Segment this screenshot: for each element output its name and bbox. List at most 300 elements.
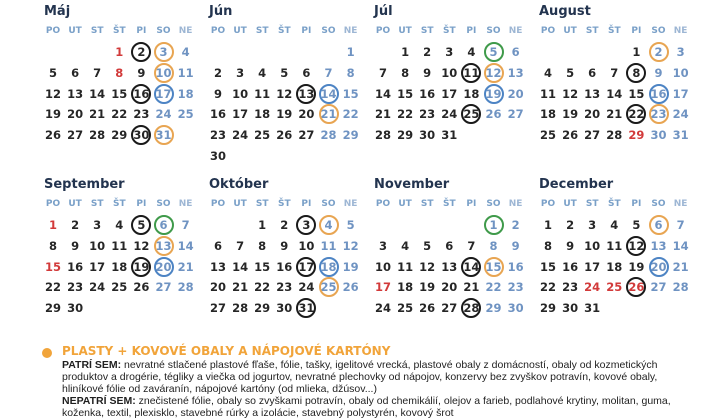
calendar-day: 2 <box>423 45 432 59</box>
calendar-day: 2 <box>71 218 80 232</box>
calendar-day: 6 <box>648 215 670 235</box>
calendar-day: 20 <box>153 257 175 277</box>
calendar-day: 21 <box>463 280 480 295</box>
calendar-day: 27 <box>209 301 226 316</box>
calendar-day: 16 <box>648 84 670 104</box>
calendar-day: 24 <box>298 280 315 295</box>
calendar-day: 2 <box>648 42 670 62</box>
calendar-day: 15 <box>628 86 645 101</box>
weekday-header: NE <box>178 199 193 209</box>
calendar-day: 5 <box>566 65 575 80</box>
calendar-day: 5 <box>632 218 641 232</box>
calendar-day: 18 <box>463 86 480 101</box>
calendar-day: 12 <box>625 236 647 256</box>
calendar-day: 22 <box>539 280 556 295</box>
calendar-day: 17 <box>672 86 689 101</box>
calendar-day: 5 <box>130 215 152 235</box>
orange-bullet-icon <box>42 348 52 358</box>
calendar-day: 23 <box>419 107 436 122</box>
weekday-header: PI <box>631 199 642 209</box>
calendar-day: 24 <box>89 280 106 295</box>
calendar-day: 14 <box>177 238 194 253</box>
calendar-day: 10 <box>584 238 601 253</box>
calendar-day: 21 <box>232 280 249 295</box>
calendar-day: 7 <box>181 218 190 232</box>
calendar-day: 16 <box>507 259 524 274</box>
calendar-day: 27 <box>507 107 524 122</box>
calendar-day: 16 <box>419 86 436 101</box>
weekday-header: ŠT <box>442 26 456 36</box>
calendar-day: 19 <box>562 107 579 122</box>
calendar-day: 14 <box>232 259 249 274</box>
calendar-day: 15 <box>539 259 556 274</box>
calendar-day: 9 <box>137 65 146 80</box>
calendar-day: 3 <box>676 45 685 59</box>
calendar-day: 21 <box>672 259 689 274</box>
weekday-header: SO <box>486 199 501 209</box>
weekday-header: NE <box>343 26 358 36</box>
weekday-header: UT <box>563 26 577 36</box>
waste-info-section <box>42 342 682 420</box>
weekday-header: SO <box>321 26 336 36</box>
calendar-day: 5 <box>48 65 57 80</box>
calendar-day: 29 <box>254 301 271 316</box>
calendar-day: 29 <box>342 128 359 143</box>
calendar-day: 19 <box>483 84 505 104</box>
calendar-day: 10 <box>89 238 106 253</box>
calendar-day: 25 <box>539 128 556 143</box>
calendar-day: 5 <box>423 238 432 253</box>
calendar-day: 4 <box>115 218 124 232</box>
calendar-day: 26 <box>625 277 647 297</box>
calendar-day: 9 <box>511 238 520 253</box>
weekday-header: ŠT <box>277 199 291 209</box>
calendar-day: 12 <box>419 259 436 274</box>
calendar-day: 13 <box>507 65 524 80</box>
calendar-day: 20 <box>67 107 84 122</box>
calendar-day: 3 <box>236 65 245 80</box>
not-belongs-paragraph <box>62 396 682 420</box>
calendar-day: 10 <box>672 65 689 80</box>
calendar-day: 17 <box>441 86 458 101</box>
calendar-day: 27 <box>584 128 601 143</box>
weekday-header: PI <box>466 199 477 209</box>
calendar-day: 25 <box>318 277 340 297</box>
calendar-day: 26 <box>342 280 359 295</box>
calendar-day: 20 <box>648 257 670 277</box>
month-name: November <box>374 177 450 192</box>
calendar-day: 17 <box>89 259 106 274</box>
calendar-day: 8 <box>489 238 498 253</box>
calendar-day: 4 <box>467 45 476 59</box>
month-name: Máj <box>44 4 71 19</box>
calendar-day: 7 <box>378 65 387 80</box>
calendar-day: 31 <box>441 128 458 143</box>
calendar-day: 27 <box>650 280 667 295</box>
calendar-day: 8 <box>48 238 57 253</box>
calendar-day: 11 <box>397 259 414 274</box>
calendar-day: 22 <box>485 280 502 295</box>
calendar-day: 24 <box>672 107 689 122</box>
weekday-header: SO <box>156 26 171 36</box>
weekday-header: ST <box>90 199 104 209</box>
calendar-day: 16 <box>67 259 84 274</box>
weekday-header: ŠT <box>277 26 291 36</box>
calendar-day: 28 <box>672 280 689 295</box>
calendar-day: 15 <box>111 86 128 101</box>
weekday-header: PO <box>375 26 391 36</box>
calendar-day: 23 <box>562 280 579 295</box>
calendar-day: 26 <box>276 128 293 143</box>
calendar-day: 31 <box>584 301 601 316</box>
belongs-label: PATRÍ SEM: <box>62 359 122 371</box>
calendar-day: 4 <box>258 65 267 80</box>
calendar-day: 22 <box>44 280 61 295</box>
calendar-day: 9 <box>654 65 663 80</box>
weekday-header: ST <box>420 199 434 209</box>
weekday-header: NE <box>178 26 193 36</box>
calendar-day: 13 <box>67 86 84 101</box>
weekday-header: PO <box>45 26 61 36</box>
calendar-day: 20 <box>441 280 458 295</box>
calendar-day: 13 <box>441 259 458 274</box>
calendar-day: 15 <box>483 257 505 277</box>
month-name: August <box>539 4 591 19</box>
belongs-text: nevratné stlačené plastové fľaše, fólie, tašky, igelitové vrecká, plastové obaly z domácností, obaly od kozmetických produktov a drogérie, tégliky a viečka od jogurtov, nevratné plechovky od nápojov, konzervy bez zvyškov potravín, kovové obaly, hliníkové fólie od zaváranín, nápojové kartóny (od mlieka, džúsov...) <box>62 359 658 395</box>
calendar-day: 9 <box>213 86 222 101</box>
waste-category-heading: PLASTY + KOVOVÉ OBALY A NÁPOJOVÉ KARTÓNY <box>62 344 391 358</box>
calendar-day: 19 <box>130 257 152 277</box>
belongs-paragraph <box>62 360 682 395</box>
weekday-header: NE <box>508 26 523 36</box>
calendar-day: 18 <box>111 259 128 274</box>
calendar-day: 11 <box>177 65 194 80</box>
calendar-day: 17 <box>232 107 249 122</box>
calendar-day: 21 <box>374 107 391 122</box>
calendar-day: 6 <box>71 65 80 80</box>
calendar-day: 31 <box>153 125 175 145</box>
calendar-day: 11 <box>460 63 482 83</box>
calendar-day: 3 <box>93 218 102 232</box>
calendar-day: 8 <box>543 238 552 253</box>
calendar-day: 4 <box>401 238 410 253</box>
weekday-header: ST <box>420 26 434 36</box>
calendar-day: 13 <box>584 86 601 101</box>
weekday-header: NE <box>673 199 688 209</box>
calendar-day: 30 <box>419 128 436 143</box>
calendar-day: 26 <box>133 280 150 295</box>
calendar-day: 30 <box>209 149 226 163</box>
calendar-day: 6 <box>153 215 175 235</box>
calendar-day: 24 <box>584 280 601 295</box>
calendar-day: 19 <box>419 280 436 295</box>
calendar-day: 15 <box>254 259 271 274</box>
calendar-day: 27 <box>155 280 172 295</box>
month-name: September <box>44 177 125 192</box>
calendar-day: 23 <box>648 104 670 124</box>
weekday-header: PO <box>210 26 226 36</box>
calendar-day: 17 <box>374 280 391 295</box>
calendar-day: 6 <box>213 238 222 253</box>
calendar-day: 6 <box>445 238 454 253</box>
calendar-day: 18 <box>318 257 340 277</box>
weekday-header: PI <box>301 26 312 36</box>
calendar-day: 28 <box>606 128 623 143</box>
calendar-day: 2 <box>566 218 575 232</box>
weekday-header: PO <box>540 26 556 36</box>
calendar-day: 28 <box>232 301 249 316</box>
calendar-day: 8 <box>258 238 267 253</box>
weekday-header: ŠT <box>112 26 126 36</box>
weekday-header: SO <box>486 26 501 36</box>
calendar-day: 19 <box>628 259 645 274</box>
calendar-day: 30 <box>130 125 152 145</box>
not-belongs-label: NEPATRÍ SEM: <box>62 395 136 407</box>
calendar-day: 19 <box>44 107 61 122</box>
calendar-day: 29 <box>628 128 645 143</box>
calendar-day: 20 <box>584 107 601 122</box>
calendar-day: 28 <box>374 128 391 143</box>
calendar-day: 28 <box>89 128 106 143</box>
calendar-day: 14 <box>318 84 340 104</box>
calendar-day: 31 <box>295 298 317 318</box>
calendar-day: 1 <box>258 218 267 232</box>
calendar-day: 16 <box>276 259 293 274</box>
weekday-header: NE <box>673 26 688 36</box>
calendar-day: 20 <box>209 280 226 295</box>
weekday-header: ST <box>255 199 269 209</box>
calendar-day: 3 <box>378 238 387 253</box>
calendar-day: 18 <box>254 107 271 122</box>
calendar-day: 9 <box>71 238 80 253</box>
calendar-day: 25 <box>606 280 623 295</box>
calendar-day: 25 <box>111 280 128 295</box>
calendar-day: 24 <box>441 107 458 122</box>
calendar-day: 12 <box>342 238 359 253</box>
weekday-header: ST <box>585 199 599 209</box>
not-belongs-text: znečistené fólie, obaly so zvyškami potravín, obaly od chemikálií, olejov a farieb, podlahové krytiny, molitan, guma, koženka, textil, plexisklo, stavebné rúrky a izolácie, stavebný polystyrén, kovový šrot <box>62 395 671 419</box>
calendar-day: 1 <box>483 215 505 235</box>
weekday-header: NE <box>508 199 523 209</box>
calendar-day: 27 <box>67 128 84 143</box>
calendar-day: 21 <box>318 104 340 124</box>
calendar-day: 14 <box>460 257 482 277</box>
calendar-day: 4 <box>181 45 190 59</box>
calendar-day: 12 <box>133 238 150 253</box>
calendar-day: 22 <box>397 107 414 122</box>
calendar-day: 14 <box>606 86 623 101</box>
weekday-header: PO <box>210 199 226 209</box>
calendar-day: 21 <box>606 107 623 122</box>
calendar-day: 22 <box>111 107 128 122</box>
weekday-header: UT <box>398 26 412 36</box>
weekday-header: UT <box>398 199 412 209</box>
month-name: Jún <box>209 4 233 19</box>
calendar-day: 15 <box>397 86 414 101</box>
weekday-header: UT <box>233 26 247 36</box>
month-name: Júl <box>374 4 393 19</box>
weekday-header: PI <box>631 26 642 36</box>
calendar-day: 10 <box>298 238 315 253</box>
calendar-day: 13 <box>153 236 175 256</box>
calendar-day: 18 <box>397 280 414 295</box>
calendar-day: 21 <box>89 107 106 122</box>
calendar-day: 22 <box>625 104 647 124</box>
weekday-header: UT <box>233 199 247 209</box>
calendar-day: 23 <box>209 128 226 143</box>
calendar-day: 10 <box>441 65 458 80</box>
calendar-day: 30 <box>650 128 667 143</box>
calendar-day: 24 <box>155 107 172 122</box>
calendar-day: 16 <box>209 107 226 122</box>
calendar-day: 2 <box>511 218 520 232</box>
calendar-day: 26 <box>44 128 61 143</box>
calendar-day: 29 <box>485 301 502 316</box>
calendar-day: 17 <box>295 257 317 277</box>
calendar-day: 2 <box>130 42 152 62</box>
weekday-header: PO <box>375 199 391 209</box>
calendar-day: 10 <box>232 86 249 101</box>
weekday-header: PI <box>136 26 147 36</box>
calendar-day: 4 <box>610 218 619 232</box>
calendar-day: 23 <box>133 107 150 122</box>
calendar-day: 10 <box>374 259 391 274</box>
calendar-day: 4 <box>543 65 552 80</box>
calendar-day: 27 <box>298 128 315 143</box>
calendar-day: 28 <box>320 128 337 143</box>
calendar-day: 15 <box>342 86 359 101</box>
calendar-day: 13 <box>209 259 226 274</box>
calendar-day: 30 <box>276 301 293 316</box>
calendar-day: 19 <box>276 107 293 122</box>
weekday-header: SO <box>321 199 336 209</box>
weekday-header: NE <box>343 199 358 209</box>
calendar-day: 8 <box>346 65 355 80</box>
calendar-day: 2 <box>213 65 222 80</box>
calendar-day: 7 <box>324 65 333 80</box>
calendar-day: 28 <box>177 280 194 295</box>
calendar-day: 9 <box>423 65 432 80</box>
calendar-day: 7 <box>236 238 245 253</box>
calendar-day: 2 <box>280 218 289 232</box>
calendar-day: 30 <box>507 301 524 316</box>
calendar-day: 1 <box>48 218 57 232</box>
calendar-day: 12 <box>44 86 61 101</box>
weekday-header: ST <box>90 26 104 36</box>
month-name: December <box>539 177 614 192</box>
calendar-day: 25 <box>460 104 482 124</box>
calendar-day: 8 <box>115 65 124 80</box>
calendar-day: 22 <box>254 280 271 295</box>
weekday-header: ŠT <box>607 26 621 36</box>
calendar-day: 13 <box>295 84 317 104</box>
calendar-day: 1 <box>543 218 552 232</box>
calendar-day: 16 <box>562 259 579 274</box>
calendar-day: 1 <box>401 45 410 59</box>
weekday-header: SO <box>651 199 666 209</box>
calendar-day: 4 <box>318 215 340 235</box>
calendar-day: 14 <box>374 86 391 101</box>
calendar-day: 1 <box>115 45 124 59</box>
calendar-day: 13 <box>650 238 667 253</box>
calendar-day: 9 <box>566 238 575 253</box>
calendar-day: 19 <box>342 259 359 274</box>
calendar-day: 9 <box>280 238 289 253</box>
calendar-day: 23 <box>67 280 84 295</box>
calendar-day: 24 <box>232 128 249 143</box>
calendar-day: 11 <box>111 238 128 253</box>
calendar-day: 23 <box>507 280 524 295</box>
weekday-header: ST <box>585 26 599 36</box>
calendar-day: 7 <box>610 65 619 80</box>
calendar-day: 25 <box>397 301 414 316</box>
calendar-day: 30 <box>67 301 84 316</box>
calendar-day: 16 <box>130 84 152 104</box>
calendar-day: 18 <box>539 107 556 122</box>
calendar-day: 18 <box>606 259 623 274</box>
calendar-day: 24 <box>374 301 391 316</box>
calendar-day: 29 <box>111 128 128 143</box>
calendar-day: 14 <box>672 238 689 253</box>
calendar-day: 7 <box>93 65 102 80</box>
weekday-header: UT <box>68 26 82 36</box>
weekday-header: ŠT <box>112 199 126 209</box>
weekday-header: PI <box>466 26 477 36</box>
calendar-day: 12 <box>483 63 505 83</box>
weekday-header: SO <box>156 199 171 209</box>
calendar-day: 18 <box>177 86 194 101</box>
calendar-day: 5 <box>346 218 355 232</box>
month-name: Október <box>209 177 269 192</box>
calendar-day: 14 <box>89 86 106 101</box>
calendar-day: 29 <box>44 301 61 316</box>
calendar-day: 29 <box>397 128 414 143</box>
calendar-day: 23 <box>276 280 293 295</box>
calendar-day: 5 <box>280 65 289 80</box>
calendar-day: 3 <box>588 218 597 232</box>
calendar-day: 26 <box>485 107 502 122</box>
calendar-day: 11 <box>539 86 556 101</box>
calendar-day: 3 <box>153 42 175 62</box>
calendar-day: 7 <box>676 218 685 232</box>
calendar-day: 15 <box>44 259 61 274</box>
calendar-day: 20 <box>507 86 524 101</box>
calendar-day: 21 <box>177 259 194 274</box>
calendar-day: 29 <box>539 301 556 316</box>
calendar-day: 12 <box>562 86 579 101</box>
calendar-day: 7 <box>467 238 476 253</box>
calendar-day: 10 <box>153 63 175 83</box>
calendar-day: 31 <box>672 128 689 143</box>
calendar-day: 1 <box>632 45 641 59</box>
calendar-day: 8 <box>625 63 647 83</box>
weekday-header: UT <box>563 199 577 209</box>
calendar-day: 11 <box>606 238 623 253</box>
weekday-header: PO <box>540 199 556 209</box>
calendar-day: 20 <box>298 107 315 122</box>
calendar-day: 6 <box>302 65 311 80</box>
calendar-day: 22 <box>342 107 359 122</box>
calendar-day: 3 <box>445 45 454 59</box>
calendar-day: 17 <box>584 259 601 274</box>
weekday-header: ST <box>255 26 269 36</box>
calendar-day: 28 <box>460 298 482 318</box>
calendar-day: 6 <box>511 45 520 59</box>
calendar-day: 11 <box>254 86 271 101</box>
weekday-header: SO <box>651 26 666 36</box>
calendar-day: 8 <box>401 65 410 80</box>
calendar-day: 5 <box>483 42 505 62</box>
